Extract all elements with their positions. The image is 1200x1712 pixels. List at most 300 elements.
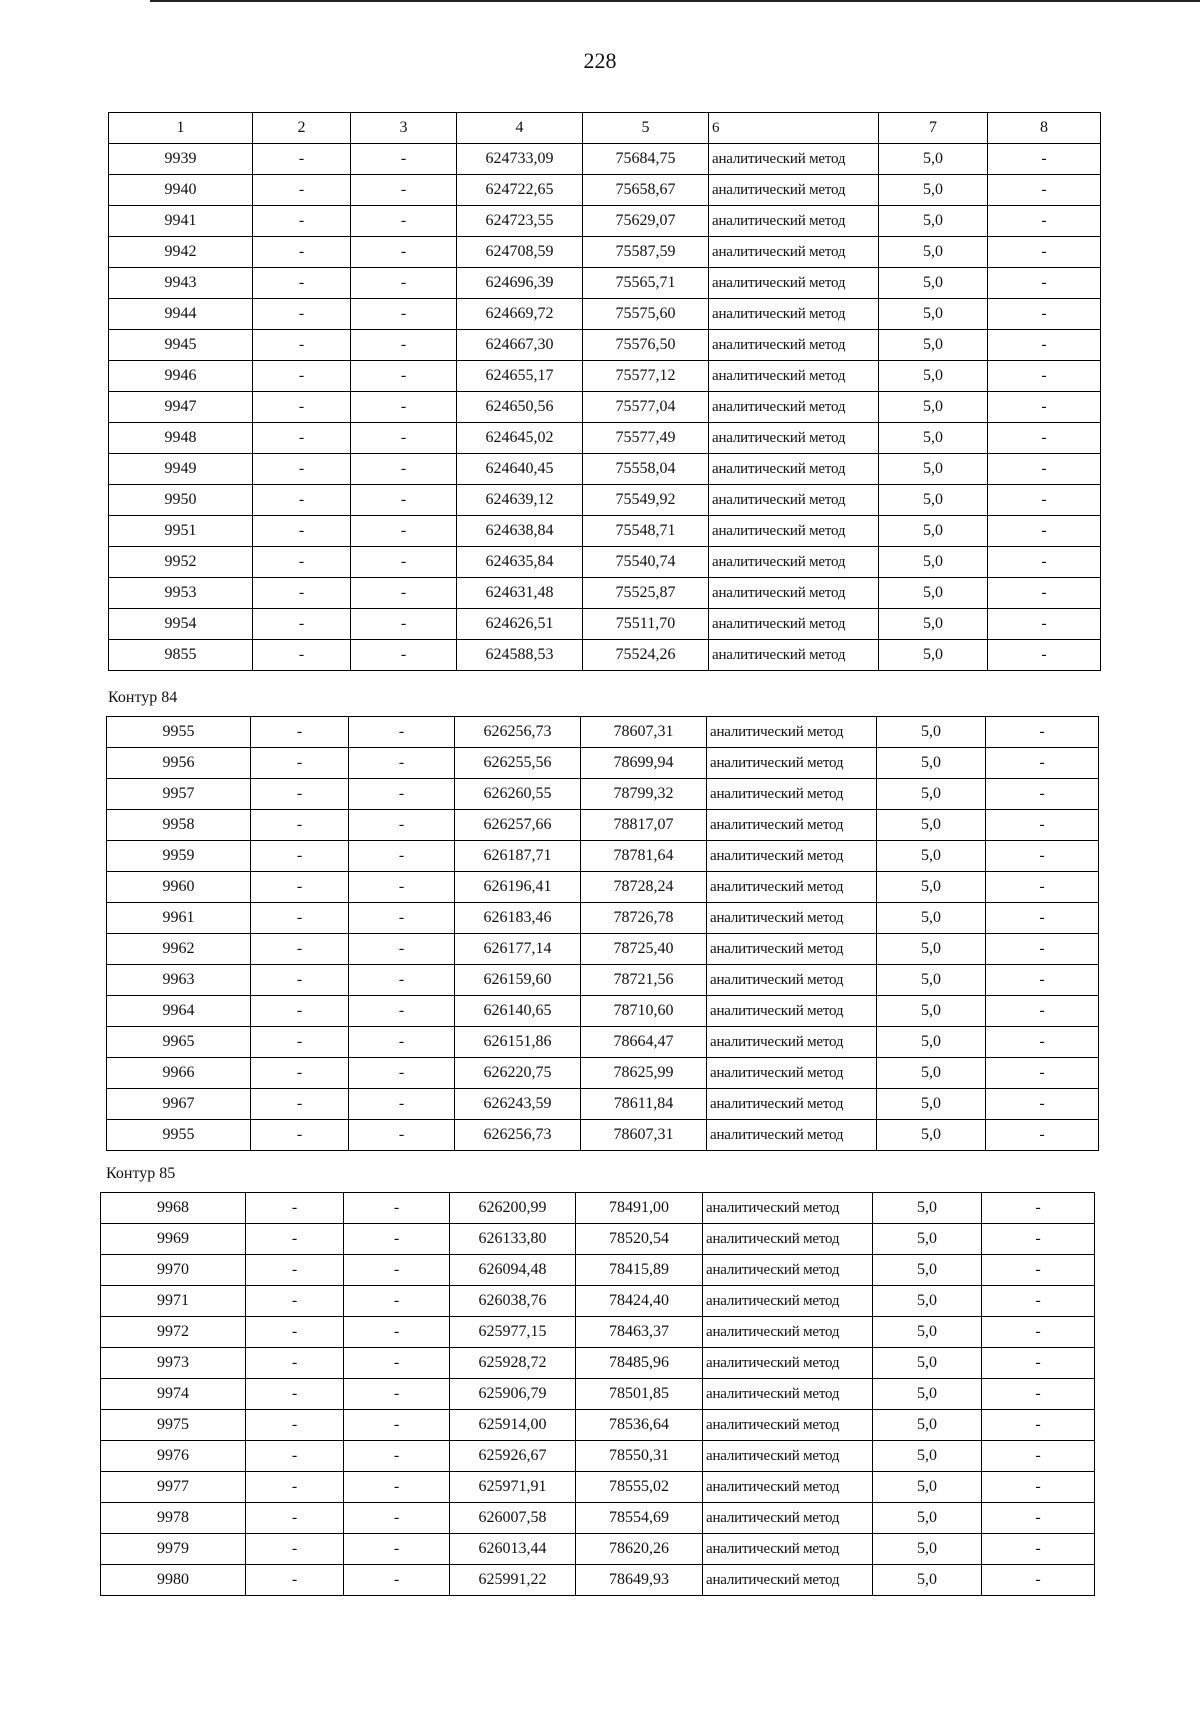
cell-col-3: - — [351, 144, 457, 175]
cell-col-5: 78649,93 — [576, 1565, 703, 1596]
cell-col-4: 626013,44 — [450, 1534, 576, 1565]
section-label-kontur-85: Контур 85 — [106, 1165, 176, 1182]
cell-col-7: 5,0 — [873, 1348, 982, 1379]
cell-col-8: - — [986, 1120, 1099, 1151]
cell-col-8: - — [986, 1058, 1099, 1089]
table-row — [109, 206, 1101, 237]
cell-col-6: аналитический метод — [703, 1348, 873, 1379]
cell-col-1: 9961 — [107, 903, 251, 934]
cell-col-6: аналитический метод — [709, 361, 879, 392]
cell-col-8: - — [982, 1255, 1095, 1286]
cell-col-8: - — [982, 1286, 1095, 1317]
cell-col-2: - — [253, 454, 351, 485]
cell-col-1: 9972 — [101, 1317, 246, 1348]
cell-col-1: 9941 — [109, 206, 253, 237]
cell-col-4: 625977,15 — [450, 1317, 576, 1348]
table-row — [109, 175, 1101, 206]
cell-col-8: - — [982, 1379, 1095, 1410]
cell-col-4: 626151,86 — [455, 1027, 581, 1058]
cell-col-4: 626183,46 — [455, 903, 581, 934]
cell-col-1: 9944 — [109, 299, 253, 330]
cell-col-3: - — [349, 903, 455, 934]
cell-col-6: аналитический метод — [707, 872, 877, 903]
cell-col-3: - — [344, 1379, 450, 1410]
cell-col-8: - — [988, 330, 1101, 361]
cell-col-6: аналитический метод — [709, 268, 879, 299]
coordinates-table-1 — [108, 112, 1101, 671]
cell-col-5: 78710,60 — [581, 996, 707, 1027]
table-row — [101, 1441, 1095, 1472]
cell-col-5: 78607,31 — [581, 1120, 707, 1151]
cell-col-7: 5,0 — [879, 609, 988, 640]
cell-col-7: 5,0 — [873, 1534, 982, 1565]
cell-col-2: - — [246, 1565, 344, 1596]
cell-col-6: аналитический метод — [703, 1503, 873, 1534]
table-row — [107, 996, 1099, 1027]
cell-col-4: 624645,02 — [457, 423, 583, 454]
cell-col-8: - — [988, 144, 1101, 175]
cell-col-6: аналитический метод — [703, 1379, 873, 1410]
cell-col-2: - — [253, 516, 351, 547]
cell-col-6: аналитический метод — [703, 1410, 873, 1441]
cell-col-5: 75565,71 — [583, 268, 709, 299]
cell-col-2: - — [251, 810, 349, 841]
table-row — [107, 779, 1099, 810]
cell-col-2: - — [253, 330, 351, 361]
cell-col-1: 9963 — [107, 965, 251, 996]
table-row — [101, 1503, 1095, 1534]
cell-col-5: 78728,24 — [581, 872, 707, 903]
cell-col-3: - — [344, 1472, 450, 1503]
cell-col-8: - — [986, 748, 1099, 779]
page-number: 228 — [583, 48, 617, 73]
cell-col-1: 9939 — [109, 144, 253, 175]
cell-col-6: аналитический метод — [703, 1286, 873, 1317]
cell-col-1: 9951 — [109, 516, 253, 547]
cell-col-4: 626094,48 — [450, 1255, 576, 1286]
cell-col-5: 78491,00 — [576, 1193, 703, 1224]
cell-col-5: 78625,99 — [581, 1058, 707, 1089]
cell-col-2: - — [253, 268, 351, 299]
cell-col-2: - — [246, 1286, 344, 1317]
cell-col-5: 78611,84 — [581, 1089, 707, 1120]
cell-col-5: 75576,50 — [583, 330, 709, 361]
cell-col-6: аналитический метод — [703, 1317, 873, 1348]
cell-col-7: 5,0 — [879, 299, 988, 330]
cell-col-6: аналитический метод — [703, 1193, 873, 1224]
table-row — [109, 361, 1101, 392]
cell-col-2: - — [251, 1120, 349, 1151]
cell-col-2: - — [246, 1379, 344, 1410]
cell-col-7: 5,0 — [879, 361, 988, 392]
table-header-row — [109, 113, 1101, 144]
cell-col-8: - — [982, 1410, 1095, 1441]
cell-col-7: 5,0 — [879, 423, 988, 454]
cell-col-4: 624635,84 — [457, 547, 583, 578]
cell-col-3: - — [351, 237, 457, 268]
cell-col-3: - — [349, 965, 455, 996]
cell-col-6: аналитический метод — [707, 996, 877, 1027]
cell-col-6: аналитический метод — [707, 1027, 877, 1058]
cell-col-3: - — [351, 299, 457, 330]
cell-col-2: - — [253, 144, 351, 175]
cell-col-4: 625914,00 — [450, 1410, 576, 1441]
cell-col-7: 5,0 — [879, 268, 988, 299]
cell-col-4: 626196,41 — [455, 872, 581, 903]
cell-col-4: 624723,55 — [457, 206, 583, 237]
cell-col-2: - — [251, 717, 349, 748]
cell-col-3: - — [351, 516, 457, 547]
cell-col-5: 75548,71 — [583, 516, 709, 547]
cell-col-5: 78501,85 — [576, 1379, 703, 1410]
table-row — [101, 1410, 1095, 1441]
cell-col-1: 9978 — [101, 1503, 246, 1534]
cell-col-2: - — [246, 1255, 344, 1286]
cell-col-1: 9977 — [101, 1472, 246, 1503]
table-2-body — [107, 717, 1099, 1151]
cell-col-3: - — [351, 609, 457, 640]
cell-col-1: 9973 — [101, 1348, 246, 1379]
cell-col-1: 9954 — [109, 609, 253, 640]
cell-col-6: аналитический метод — [703, 1534, 873, 1565]
cell-col-3: - — [344, 1317, 450, 1348]
cell-col-3: - — [344, 1565, 450, 1596]
cell-col-4: 624708,59 — [457, 237, 583, 268]
cell-col-2: - — [251, 965, 349, 996]
table-row — [101, 1348, 1095, 1379]
cell-col-2: - — [253, 237, 351, 268]
cell-col-7: 5,0 — [877, 779, 986, 810]
cell-col-2: - — [253, 640, 351, 671]
cell-col-8: - — [982, 1224, 1095, 1255]
cell-col-1: 9952 — [109, 547, 253, 578]
cell-col-6: аналитический метод — [709, 547, 879, 578]
cell-col-7: 5,0 — [873, 1565, 982, 1596]
cell-col-3: - — [349, 996, 455, 1027]
cell-col-5: 75549,92 — [583, 485, 709, 516]
cell-col-1: 9947 — [109, 392, 253, 423]
cell-col-3: - — [351, 640, 457, 671]
cell-col-1: 1 — [109, 113, 253, 144]
cell-col-7: 5,0 — [877, 903, 986, 934]
cell-col-8: - — [988, 640, 1101, 671]
cell-col-3: - — [344, 1255, 450, 1286]
cell-col-2: - — [251, 1089, 349, 1120]
cell-col-3: - — [351, 547, 457, 578]
cell-col-5: 78799,32 — [581, 779, 707, 810]
cell-col-4: 626200,99 — [450, 1193, 576, 1224]
cell-col-4: 624733,09 — [457, 144, 583, 175]
cell-col-8: - — [988, 237, 1101, 268]
cell-col-6: аналитический метод — [709, 578, 879, 609]
cell-col-6: аналитический метод — [703, 1255, 873, 1286]
cell-col-7: 5,0 — [873, 1317, 982, 1348]
table-row — [107, 1089, 1099, 1120]
cell-col-1: 9955 — [107, 717, 251, 748]
table-row — [109, 609, 1101, 640]
cell-col-3: - — [351, 361, 457, 392]
cell-col-6: аналитический метод — [709, 454, 879, 485]
cell-col-5: 78781,64 — [581, 841, 707, 872]
cell-col-2: - — [253, 361, 351, 392]
cell-col-5: 78726,78 — [581, 903, 707, 934]
cell-col-8: - — [988, 423, 1101, 454]
cell-col-8: - — [988, 609, 1101, 640]
cell-col-2: 2 — [253, 113, 351, 144]
cell-col-7: 5,0 — [877, 841, 986, 872]
table-row — [101, 1255, 1095, 1286]
cell-col-5: 78620,26 — [576, 1534, 703, 1565]
cell-col-8: - — [982, 1534, 1095, 1565]
table-row — [109, 485, 1101, 516]
cell-col-6: аналитический метод — [707, 841, 877, 872]
cell-col-4: 625928,72 — [450, 1348, 576, 1379]
cell-col-1: 9948 — [109, 423, 253, 454]
cell-col-2: - — [251, 779, 349, 810]
cell-col-8: - — [986, 779, 1099, 810]
cell-col-7: 5,0 — [873, 1472, 982, 1503]
cell-col-7: 5,0 — [873, 1286, 982, 1317]
cell-col-2: - — [246, 1224, 344, 1255]
cell-col-4: 624640,45 — [457, 454, 583, 485]
cell-col-4: 4 — [457, 113, 583, 144]
cell-col-5: 75629,07 — [583, 206, 709, 237]
table-row — [109, 454, 1101, 485]
cell-col-3: - — [351, 578, 457, 609]
cell-col-2: - — [246, 1317, 344, 1348]
cell-col-5: 75587,59 — [583, 237, 709, 268]
cell-col-8: - — [988, 454, 1101, 485]
cell-col-3: - — [349, 841, 455, 872]
cell-col-8: - — [986, 996, 1099, 1027]
cell-col-1: 9958 — [107, 810, 251, 841]
cell-col-8: - — [986, 934, 1099, 965]
cell-col-3: - — [351, 485, 457, 516]
cell-col-7: 5,0 — [879, 144, 988, 175]
cell-col-1: 9950 — [109, 485, 253, 516]
cell-col-3: - — [344, 1441, 450, 1472]
cell-col-3: - — [344, 1534, 450, 1565]
cell-col-3: - — [349, 1027, 455, 1058]
cell-col-3: - — [349, 1120, 455, 1151]
cell-col-2: - — [253, 175, 351, 206]
cell-col-7: 5,0 — [877, 1027, 986, 1058]
cell-col-8: - — [982, 1193, 1095, 1224]
cell-col-6: аналитический метод — [709, 330, 879, 361]
cell-col-1: 9957 — [107, 779, 251, 810]
cell-col-6: аналитический метод — [709, 206, 879, 237]
cell-col-4: 626038,76 — [450, 1286, 576, 1317]
cell-col-6: аналитический метод — [703, 1224, 873, 1255]
cell-col-1: 9967 — [107, 1089, 251, 1120]
cell-col-5: 5 — [583, 113, 709, 144]
cell-col-2: - — [246, 1441, 344, 1472]
cell-col-6: аналитический метод — [709, 144, 879, 175]
cell-col-3: - — [344, 1410, 450, 1441]
cell-col-1: 9970 — [101, 1255, 246, 1286]
cell-col-3: - — [349, 934, 455, 965]
cell-col-8: - — [986, 1089, 1099, 1120]
cell-col-8: - — [988, 268, 1101, 299]
cell-col-6: аналитический метод — [703, 1565, 873, 1596]
cell-col-8: - — [982, 1472, 1095, 1503]
cell-col-1: 9949 — [109, 454, 253, 485]
cell-col-5: 78555,02 — [576, 1472, 703, 1503]
cell-col-2: - — [246, 1410, 344, 1441]
cell-col-1: 9942 — [109, 237, 253, 268]
cell-col-5: 78463,37 — [576, 1317, 703, 1348]
cell-col-6: аналитический метод — [707, 810, 877, 841]
cell-col-1: 9979 — [101, 1534, 246, 1565]
cell-col-2: - — [246, 1472, 344, 1503]
cell-col-4: 625906,79 — [450, 1379, 576, 1410]
cell-col-3: - — [351, 392, 457, 423]
cell-col-5: 75525,87 — [583, 578, 709, 609]
cell-col-7: 5,0 — [877, 965, 986, 996]
cell-col-5: 78607,31 — [581, 717, 707, 748]
table-row — [109, 547, 1101, 578]
cell-col-3: - — [349, 872, 455, 903]
cell-col-6: аналитический метод — [709, 640, 879, 671]
cell-col-5: 78699,94 — [581, 748, 707, 779]
cell-col-6: аналитический метод — [709, 392, 879, 423]
cell-col-7: 5,0 — [879, 547, 988, 578]
cell-col-4: 624650,56 — [457, 392, 583, 423]
table-row — [101, 1379, 1095, 1410]
cell-col-1: 9971 — [101, 1286, 246, 1317]
cell-col-1: 9855 — [109, 640, 253, 671]
cell-col-4: 624655,17 — [457, 361, 583, 392]
cell-col-3: - — [344, 1503, 450, 1534]
cell-col-6: аналитический метод — [707, 1058, 877, 1089]
cell-col-1: 9945 — [109, 330, 253, 361]
cell-col-7: 5,0 — [879, 237, 988, 268]
cell-col-8: 8 — [988, 113, 1101, 144]
cell-col-1: 9946 — [109, 361, 253, 392]
cell-col-4: 624638,84 — [457, 516, 583, 547]
cell-col-3: - — [344, 1193, 450, 1224]
table-row — [107, 748, 1099, 779]
cell-col-8: - — [986, 1027, 1099, 1058]
cell-col-8: - — [988, 299, 1101, 330]
cell-col-5: 75577,49 — [583, 423, 709, 454]
cell-col-6: аналитический метод — [707, 717, 877, 748]
cell-col-4: 624639,12 — [457, 485, 583, 516]
table-row — [109, 299, 1101, 330]
cell-col-7: 5,0 — [877, 1120, 986, 1151]
table-row — [101, 1534, 1095, 1565]
table-row — [109, 516, 1101, 547]
table-3-body — [101, 1193, 1095, 1596]
cell-col-6: аналитический метод — [709, 485, 879, 516]
table-row — [109, 330, 1101, 361]
cell-col-5: 78536,64 — [576, 1410, 703, 1441]
cell-col-7: 5,0 — [879, 640, 988, 671]
cell-col-5: 75540,74 — [583, 547, 709, 578]
cell-col-3: - — [351, 423, 457, 454]
cell-col-4: 624696,39 — [457, 268, 583, 299]
cell-col-7: 5,0 — [877, 1089, 986, 1120]
cell-col-2: - — [253, 547, 351, 578]
cell-col-4: 626257,66 — [455, 810, 581, 841]
cell-col-3: - — [349, 810, 455, 841]
cell-col-2: - — [251, 1058, 349, 1089]
cell-col-7: 5,0 — [873, 1379, 982, 1410]
cell-col-8: - — [986, 903, 1099, 934]
cell-col-3: - — [344, 1224, 450, 1255]
cell-col-7: 5,0 — [877, 810, 986, 841]
cell-col-7: 5,0 — [879, 392, 988, 423]
cell-col-5: 75524,26 — [583, 640, 709, 671]
cell-col-2: - — [253, 299, 351, 330]
cell-col-3: - — [344, 1286, 450, 1317]
cell-col-4: 624667,30 — [457, 330, 583, 361]
cell-col-8: - — [988, 578, 1101, 609]
cell-col-1: 9980 — [101, 1565, 246, 1596]
cell-col-4: 624631,48 — [457, 578, 583, 609]
cell-col-8: - — [986, 872, 1099, 903]
cell-col-1: 9966 — [107, 1058, 251, 1089]
table-row — [107, 1058, 1099, 1089]
cell-col-7: 5,0 — [879, 578, 988, 609]
cell-col-2: - — [253, 206, 351, 237]
table-row — [107, 872, 1099, 903]
cell-col-3: - — [349, 1058, 455, 1089]
cell-col-8: - — [986, 841, 1099, 872]
table-row — [109, 578, 1101, 609]
cell-col-7: 5,0 — [873, 1224, 982, 1255]
cell-col-4: 626177,14 — [455, 934, 581, 965]
cell-col-1: 9965 — [107, 1027, 251, 1058]
cell-col-3: - — [351, 454, 457, 485]
top-rule — [150, 0, 1200, 2]
cell-col-6: аналитический метод — [709, 237, 879, 268]
cell-col-2: - — [246, 1534, 344, 1565]
cell-col-7: 5,0 — [879, 516, 988, 547]
cell-col-6: аналитический метод — [707, 1089, 877, 1120]
cell-col-4: 624722,65 — [457, 175, 583, 206]
cell-col-2: - — [251, 996, 349, 1027]
cell-col-1: 9974 — [101, 1379, 246, 1410]
cell-col-5: 78725,40 — [581, 934, 707, 965]
cell-col-7: 5,0 — [873, 1503, 982, 1534]
cell-col-4: 626260,55 — [455, 779, 581, 810]
cell-col-3: - — [349, 748, 455, 779]
cell-col-4: 626256,73 — [455, 717, 581, 748]
table-row — [109, 423, 1101, 454]
cell-col-8: - — [988, 547, 1101, 578]
cell-col-2: - — [246, 1348, 344, 1379]
cell-col-1: 9975 — [101, 1410, 246, 1441]
cell-col-5: 75577,04 — [583, 392, 709, 423]
section-label-kontur-84: Контур 84 — [108, 689, 178, 706]
cell-col-5: 75577,12 — [583, 361, 709, 392]
cell-col-1: 9960 — [107, 872, 251, 903]
cell-col-7: 7 — [879, 113, 988, 144]
cell-col-7: 5,0 — [873, 1193, 982, 1224]
cell-col-7: 5,0 — [873, 1410, 982, 1441]
cell-col-2: - — [251, 1027, 349, 1058]
table-row — [107, 1120, 1099, 1151]
cell-col-6: аналитический метод — [703, 1441, 873, 1472]
table-row — [101, 1193, 1095, 1224]
cell-col-3: - — [344, 1348, 450, 1379]
cell-col-6: аналитический метод — [709, 299, 879, 330]
cell-col-6: аналитический метод — [707, 903, 877, 934]
cell-col-2: - — [253, 423, 351, 454]
cell-col-2: - — [251, 903, 349, 934]
cell-col-7: 5,0 — [879, 175, 988, 206]
